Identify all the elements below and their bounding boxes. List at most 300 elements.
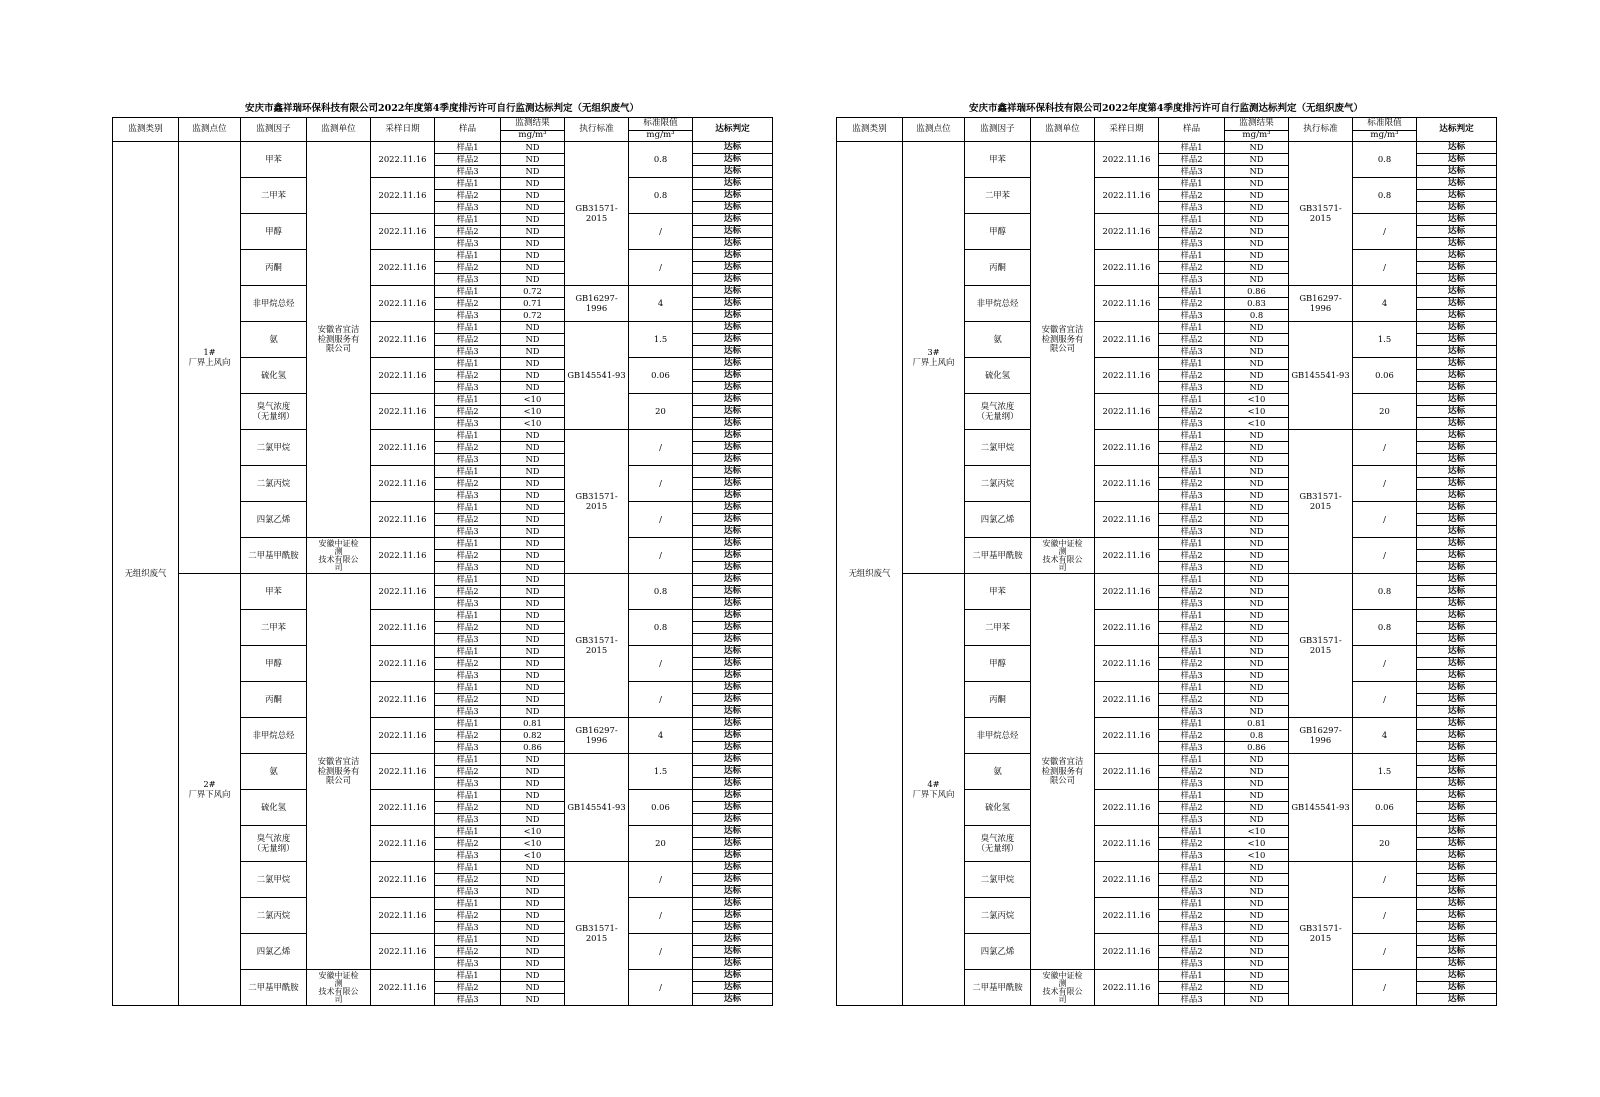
date-cell: 2022.11.16 — [371, 754, 435, 790]
result-cell: ND — [1225, 622, 1289, 634]
sample-cell: 样品1 — [1159, 214, 1225, 226]
unit-cell: 安徽省宜洁 检测服务有 限公司 — [1031, 574, 1095, 970]
factor-cell: 二氯丙烷 — [965, 898, 1031, 934]
judge-cell: 达标 — [693, 442, 773, 454]
result-cell: ND — [501, 682, 565, 694]
sample-cell: 样品3 — [435, 238, 501, 250]
sample-cell: 样品3 — [1159, 202, 1225, 214]
date-cell: 2022.11.16 — [1095, 142, 1159, 178]
limit-cell: 4 — [629, 286, 693, 322]
result-cell: ND — [1225, 874, 1289, 886]
header-limit-label: 标准限值 — [1367, 117, 1402, 128]
sample-cell: 样品1 — [435, 142, 501, 154]
result-cell: ND — [501, 538, 565, 550]
date-cell: 2022.11.16 — [371, 898, 435, 934]
sample-cell: 样品1 — [435, 286, 501, 298]
limit-cell: / — [1353, 430, 1417, 466]
sample-cell: 样品2 — [1159, 766, 1225, 778]
judge-cell: 达标 — [1417, 478, 1497, 490]
sample-cell: 样品2 — [435, 622, 501, 634]
judge-cell: 达标 — [693, 742, 773, 754]
factor-cell: 氨 — [965, 754, 1031, 790]
result-cell: ND — [1225, 538, 1289, 550]
judge-cell: 达标 — [693, 286, 773, 298]
judge-cell: 达标 — [693, 718, 773, 730]
limit-cell: / — [1353, 502, 1417, 538]
limit-cell: 1.5 — [629, 754, 693, 790]
judge-cell: 达标 — [693, 610, 773, 622]
judge-cell: 达标 — [693, 790, 773, 802]
result-cell: ND — [501, 634, 565, 646]
sample-cell: 样品3 — [435, 706, 501, 718]
judge-cell: 达标 — [1417, 382, 1497, 394]
unit-cell: 安徽省宜洁 检测服务有 限公司 — [1031, 142, 1095, 538]
result-cell: ND — [1225, 490, 1289, 502]
date-cell: 2022.11.16 — [371, 574, 435, 610]
result-cell: ND — [1225, 346, 1289, 358]
sample-cell: 样品3 — [1159, 742, 1225, 754]
header-result-unit: mg/m³ — [1225, 130, 1288, 141]
sample-cell: 样品1 — [1159, 790, 1225, 802]
header-result-label: 监测结果 — [515, 117, 550, 128]
sample-cell: 样品3 — [435, 202, 501, 214]
date-cell: 2022.11.16 — [1095, 574, 1159, 610]
factor-cell: 二甲基甲酰胺 — [965, 970, 1031, 1006]
judge-cell: 达标 — [693, 874, 773, 886]
judge-cell: 达标 — [1417, 538, 1497, 550]
judge-cell: 达标 — [693, 250, 773, 262]
limit-cell: / — [629, 970, 693, 1006]
result-cell: ND — [1225, 322, 1289, 334]
result-cell: ND — [501, 598, 565, 610]
judge-cell: 达标 — [1417, 394, 1497, 406]
limit-cell: 0.8 — [629, 178, 693, 214]
limit-cell: / — [629, 214, 693, 250]
limit-cell: 20 — [629, 826, 693, 862]
factor-cell: 非甲烷总烃 — [241, 718, 307, 754]
sample-cell: 样品1 — [435, 178, 501, 190]
result-cell: ND — [1225, 214, 1289, 226]
judge-cell: 达标 — [693, 466, 773, 478]
result-cell: 0.72 — [501, 286, 565, 298]
date-cell: 2022.11.16 — [371, 502, 435, 538]
result-cell: ND — [1225, 358, 1289, 370]
date-cell: 2022.11.16 — [1095, 178, 1159, 214]
limit-cell: / — [1353, 214, 1417, 250]
sample-cell: 样品2 — [1159, 730, 1225, 742]
sample-cell: 样品2 — [1159, 838, 1225, 850]
judge-cell: 达标 — [693, 778, 773, 790]
limit-cell: 0.06 — [629, 790, 693, 826]
judge-cell: 达标 — [1417, 898, 1497, 910]
sample-cell: 样品2 — [435, 514, 501, 526]
sample-cell: 样品2 — [1159, 550, 1225, 562]
date-cell: 2022.11.16 — [371, 538, 435, 574]
factor-cell: 二甲苯 — [241, 178, 307, 214]
sample-cell: 样品2 — [435, 586, 501, 598]
sample-cell: 样品2 — [1159, 910, 1225, 922]
factor-cell: 甲苯 — [241, 142, 307, 178]
sample-cell: 样品3 — [1159, 238, 1225, 250]
judge-cell: 达标 — [1417, 874, 1497, 886]
sample-cell: 样品3 — [435, 814, 501, 826]
judge-cell: 达标 — [693, 814, 773, 826]
result-cell: ND — [1225, 466, 1289, 478]
judge-cell: 达标 — [1417, 838, 1497, 850]
sample-cell: 样品1 — [435, 394, 501, 406]
limit-cell: 20 — [629, 394, 693, 430]
sample-cell: 样品1 — [1159, 322, 1225, 334]
limit-cell: / — [629, 682, 693, 718]
result-cell: ND — [1225, 862, 1289, 874]
sample-cell: 样品2 — [435, 190, 501, 202]
factor-cell: 四氯乙烯 — [241, 502, 307, 538]
judge-cell: 达标 — [1417, 370, 1497, 382]
sample-cell: 样品1 — [435, 538, 501, 550]
result-cell: ND — [1225, 778, 1289, 790]
result-cell: ND — [501, 226, 565, 238]
judge-cell: 达标 — [693, 646, 773, 658]
result-cell: ND — [1225, 658, 1289, 670]
header-factor: 监测因子 — [965, 118, 1031, 142]
judge-cell: 达标 — [1417, 610, 1497, 622]
factor-cell: 丙酮 — [965, 682, 1031, 718]
standard-cell: GB31571- 2015 — [1289, 574, 1353, 718]
date-cell: 2022.11.16 — [1095, 754, 1159, 790]
judge-cell: 达标 — [1417, 754, 1497, 766]
header-limit-unit: mg/m³ — [1353, 130, 1416, 141]
result-cell: ND — [1225, 586, 1289, 598]
header-unit: 监测单位 — [307, 118, 371, 142]
table-row — [113, 574, 773, 586]
judge-cell: 达标 — [1417, 790, 1497, 802]
sample-cell: 样品1 — [1159, 682, 1225, 694]
result-cell: <10 — [501, 406, 565, 418]
standard-cell: GB31571- 2015 — [565, 142, 629, 286]
sample-cell: 样品3 — [1159, 706, 1225, 718]
judge-cell: 达标 — [693, 898, 773, 910]
sample-cell: 样品3 — [1159, 382, 1225, 394]
result-cell: ND — [501, 958, 565, 970]
judge-cell: 达标 — [693, 166, 773, 178]
result-cell: ND — [501, 550, 565, 562]
result-cell: ND — [1225, 202, 1289, 214]
judge-cell: 达标 — [1417, 502, 1497, 514]
standard-cell: GB31571- 2015 — [1289, 142, 1353, 286]
result-cell: ND — [501, 190, 565, 202]
judge-cell: 达标 — [1417, 166, 1497, 178]
result-cell: ND — [501, 214, 565, 226]
judge-cell: 达标 — [1417, 886, 1497, 898]
factor-cell: 非甲烷总烃 — [965, 718, 1031, 754]
sample-cell: 样品1 — [1159, 430, 1225, 442]
header-limit — [629, 118, 693, 142]
result-cell: ND — [1225, 142, 1289, 154]
sample-cell: 样品1 — [1159, 610, 1225, 622]
sample-cell: 样品3 — [435, 346, 501, 358]
result-cell: ND — [1225, 766, 1289, 778]
result-cell: 0.86 — [501, 742, 565, 754]
judge-cell: 达标 — [693, 802, 773, 814]
date-cell: 2022.11.16 — [371, 790, 435, 826]
limit-cell: 20 — [1353, 394, 1417, 430]
standard-cell: GB145541-93 — [565, 754, 629, 862]
factor-cell: 非甲烷总烃 — [241, 286, 307, 322]
sample-cell: 样品3 — [435, 778, 501, 790]
judge-cell: 达标 — [1417, 190, 1497, 202]
judge-cell: 达标 — [1417, 766, 1497, 778]
standard-cell: GB145541-93 — [1289, 322, 1353, 430]
result-cell: 0.8 — [1225, 730, 1289, 742]
judge-cell: 达标 — [693, 994, 773, 1006]
sample-cell: 样品2 — [1159, 622, 1225, 634]
sample-cell: 样品2 — [435, 226, 501, 238]
limit-cell: / — [1353, 538, 1417, 574]
result-cell: ND — [1225, 454, 1289, 466]
header-category: 监测类别 — [113, 118, 179, 142]
limit-cell: 0.8 — [629, 574, 693, 610]
judge-cell: 达标 — [1417, 214, 1497, 226]
factor-cell: 臭气浓度 （无量纲） — [241, 394, 307, 430]
judge-cell: 达标 — [1417, 574, 1497, 586]
location-cell: 3# 厂界上风向 — [903, 142, 965, 574]
factor-cell: 二氯甲烷 — [965, 862, 1031, 898]
sample-cell: 样品1 — [1159, 394, 1225, 406]
date-cell: 2022.11.16 — [371, 934, 435, 970]
result-cell: ND — [501, 526, 565, 538]
result-cell: ND — [501, 454, 565, 466]
unit-cell: 安徽中证检 测 技术有限公 司 — [307, 538, 371, 574]
sample-cell: 样品3 — [435, 454, 501, 466]
factor-cell: 硫化氢 — [965, 790, 1031, 826]
sample-cell: 样品3 — [1159, 994, 1225, 1006]
result-cell: <10 — [1225, 826, 1289, 838]
table-row — [113, 142, 773, 154]
header-date: 采样日期 — [1095, 118, 1159, 142]
sample-cell: 样品3 — [1159, 274, 1225, 286]
result-cell: ND — [1225, 634, 1289, 646]
limit-cell: / — [1353, 898, 1417, 934]
sample-cell: 样品3 — [1159, 922, 1225, 934]
sample-cell: 样品2 — [435, 442, 501, 454]
result-cell: ND — [1225, 754, 1289, 766]
sample-cell: 样品2 — [435, 982, 501, 994]
sample-cell: 样品1 — [1159, 646, 1225, 658]
limit-cell: / — [1353, 466, 1417, 502]
factor-cell: 甲苯 — [965, 142, 1031, 178]
sample-cell: 样品1 — [435, 466, 501, 478]
factor-cell: 硫化氢 — [965, 358, 1031, 394]
factor-cell: 二甲基甲酰胺 — [241, 970, 307, 1006]
result-cell: ND — [501, 898, 565, 910]
date-cell: 2022.11.16 — [1095, 898, 1159, 934]
date-cell: 2022.11.16 — [1095, 250, 1159, 286]
date-cell: 2022.11.16 — [1095, 682, 1159, 718]
result-cell: ND — [501, 754, 565, 766]
factor-cell: 二氯丙烷 — [241, 898, 307, 934]
judge-cell: 达标 — [693, 838, 773, 850]
sample-cell: 样品2 — [435, 478, 501, 490]
result-cell: ND — [501, 886, 565, 898]
judge-cell: 达标 — [693, 922, 773, 934]
sample-cell: 样品2 — [1159, 154, 1225, 166]
judge-cell: 达标 — [693, 538, 773, 550]
sample-cell: 样品2 — [435, 694, 501, 706]
limit-cell: / — [629, 934, 693, 970]
result-cell: ND — [1225, 706, 1289, 718]
result-cell: <10 — [1225, 406, 1289, 418]
limit-cell: 0.8 — [1353, 610, 1417, 646]
sample-cell: 样品2 — [1159, 874, 1225, 886]
factor-cell: 二氯丙烷 — [241, 466, 307, 502]
result-cell: ND — [501, 250, 565, 262]
date-cell: 2022.11.16 — [371, 718, 435, 754]
limit-cell: 1.5 — [1353, 322, 1417, 358]
judge-cell: 达标 — [1417, 406, 1497, 418]
sample-cell: 样品2 — [1159, 802, 1225, 814]
date-cell: 2022.11.16 — [371, 682, 435, 718]
result-cell: ND — [1225, 946, 1289, 958]
limit-cell: 0.8 — [1353, 178, 1417, 214]
sample-cell: 样品3 — [435, 274, 501, 286]
result-cell: ND — [1225, 694, 1289, 706]
panel-title: 安庆市鑫祥瑞环保科技有限公司2022年度第4季度排污许可自行监测达标判定（无组织废气） — [244, 103, 640, 114]
judge-cell: 达标 — [693, 730, 773, 742]
judge-cell: 达标 — [1417, 334, 1497, 346]
date-cell: 2022.11.16 — [371, 970, 435, 1006]
factor-cell: 二氯甲烷 — [965, 430, 1031, 466]
sample-cell: 样品1 — [1159, 466, 1225, 478]
judge-cell: 达标 — [1417, 454, 1497, 466]
judge-cell: 达标 — [1417, 670, 1497, 682]
sample-cell: 样品2 — [435, 946, 501, 958]
header-judge: 达标判定 — [693, 118, 773, 142]
factor-cell: 二氯甲烷 — [241, 430, 307, 466]
sample-cell: 样品2 — [1159, 694, 1225, 706]
judge-cell: 达标 — [1417, 514, 1497, 526]
judge-cell: 达标 — [693, 178, 773, 190]
judge-cell: 达标 — [1417, 430, 1497, 442]
result-cell: ND — [501, 706, 565, 718]
limit-cell: / — [629, 250, 693, 286]
judge-cell: 达标 — [1417, 922, 1497, 934]
date-cell: 2022.11.16 — [371, 286, 435, 322]
date-cell: 2022.11.16 — [371, 610, 435, 646]
judge-cell: 达标 — [1417, 634, 1497, 646]
result-cell: ND — [501, 610, 565, 622]
result-cell: ND — [501, 322, 565, 334]
judge-cell: 达标 — [1417, 850, 1497, 862]
judge-cell: 达标 — [693, 970, 773, 982]
date-cell: 2022.11.16 — [371, 826, 435, 862]
sample-cell: 样品2 — [435, 298, 501, 310]
result-cell: ND — [1225, 526, 1289, 538]
judge-cell: 达标 — [1417, 226, 1497, 238]
sample-cell: 样品1 — [435, 430, 501, 442]
location-cell: 4# 厂界下风向 — [903, 574, 965, 1006]
judge-cell: 达标 — [693, 382, 773, 394]
judge-cell: 达标 — [693, 298, 773, 310]
judge-cell: 达标 — [693, 334, 773, 346]
judge-cell: 达标 — [693, 562, 773, 574]
sample-cell: 样品2 — [1159, 226, 1225, 238]
table-row — [837, 574, 1497, 586]
limit-cell: 0.8 — [629, 142, 693, 178]
date-cell: 2022.11.16 — [1095, 358, 1159, 394]
result-cell: ND — [501, 142, 565, 154]
date-cell: 2022.11.16 — [1095, 394, 1159, 430]
header-sample: 样品 — [1159, 118, 1225, 142]
factor-cell: 甲醇 — [241, 214, 307, 250]
judge-cell: 达标 — [693, 214, 773, 226]
factor-cell: 二甲基甲酰胺 — [965, 538, 1031, 574]
limit-cell: / — [629, 430, 693, 466]
standard-cell: GB145541-93 — [565, 322, 629, 430]
limit-cell: / — [1353, 250, 1417, 286]
sample-cell: 样品3 — [1159, 454, 1225, 466]
judge-cell: 达标 — [693, 346, 773, 358]
sample-cell: 样品2 — [1159, 298, 1225, 310]
result-cell: ND — [501, 202, 565, 214]
limit-cell: / — [1353, 934, 1417, 970]
header-result-unit: mg/m³ — [501, 130, 564, 141]
judge-cell: 达标 — [693, 358, 773, 370]
result-cell: ND — [1225, 982, 1289, 994]
limit-cell: / — [1353, 682, 1417, 718]
judge-cell: 达标 — [693, 574, 773, 586]
unit-cell: 安徽省宜洁 检测服务有 限公司 — [307, 574, 371, 970]
result-cell: ND — [501, 790, 565, 802]
sample-cell: 样品3 — [435, 634, 501, 646]
sample-cell: 样品1 — [1159, 142, 1225, 154]
result-cell: ND — [501, 166, 565, 178]
judge-cell: 达标 — [1417, 706, 1497, 718]
result-cell: ND — [1225, 370, 1289, 382]
judge-cell: 达标 — [1417, 286, 1497, 298]
limit-cell: / — [1353, 970, 1417, 1006]
sample-cell: 样品3 — [435, 526, 501, 538]
sample-cell: 样品2 — [1159, 478, 1225, 490]
factor-cell: 二氯丙烷 — [965, 466, 1031, 502]
sample-cell: 样品3 — [1159, 958, 1225, 970]
date-cell: 2022.11.16 — [1095, 862, 1159, 898]
sample-cell: 样品3 — [435, 418, 501, 430]
judge-cell: 达标 — [1417, 310, 1497, 322]
judge-cell: 达标 — [1417, 466, 1497, 478]
date-cell: 2022.11.16 — [1095, 502, 1159, 538]
result-cell: ND — [1225, 430, 1289, 442]
factor-cell: 氨 — [241, 322, 307, 358]
header-factor: 监测因子 — [241, 118, 307, 142]
sample-cell: 样品2 — [435, 406, 501, 418]
sample-cell: 样品1 — [1159, 250, 1225, 262]
header-category: 监测类别 — [837, 118, 903, 142]
sample-cell: 样品3 — [435, 922, 501, 934]
sample-cell: 样品3 — [1159, 598, 1225, 610]
judge-cell: 达标 — [1417, 154, 1497, 166]
judge-cell: 达标 — [1417, 586, 1497, 598]
sample-cell: 样品2 — [1159, 442, 1225, 454]
sample-cell: 样品1 — [435, 610, 501, 622]
judge-cell: 达标 — [693, 670, 773, 682]
date-cell: 2022.11.16 — [371, 862, 435, 898]
factor-cell: 氨 — [965, 322, 1031, 358]
sample-cell: 样品2 — [435, 766, 501, 778]
judge-cell: 达标 — [693, 274, 773, 286]
result-cell: ND — [501, 814, 565, 826]
header-unit: 监测单位 — [1031, 118, 1095, 142]
judge-cell: 达标 — [693, 658, 773, 670]
